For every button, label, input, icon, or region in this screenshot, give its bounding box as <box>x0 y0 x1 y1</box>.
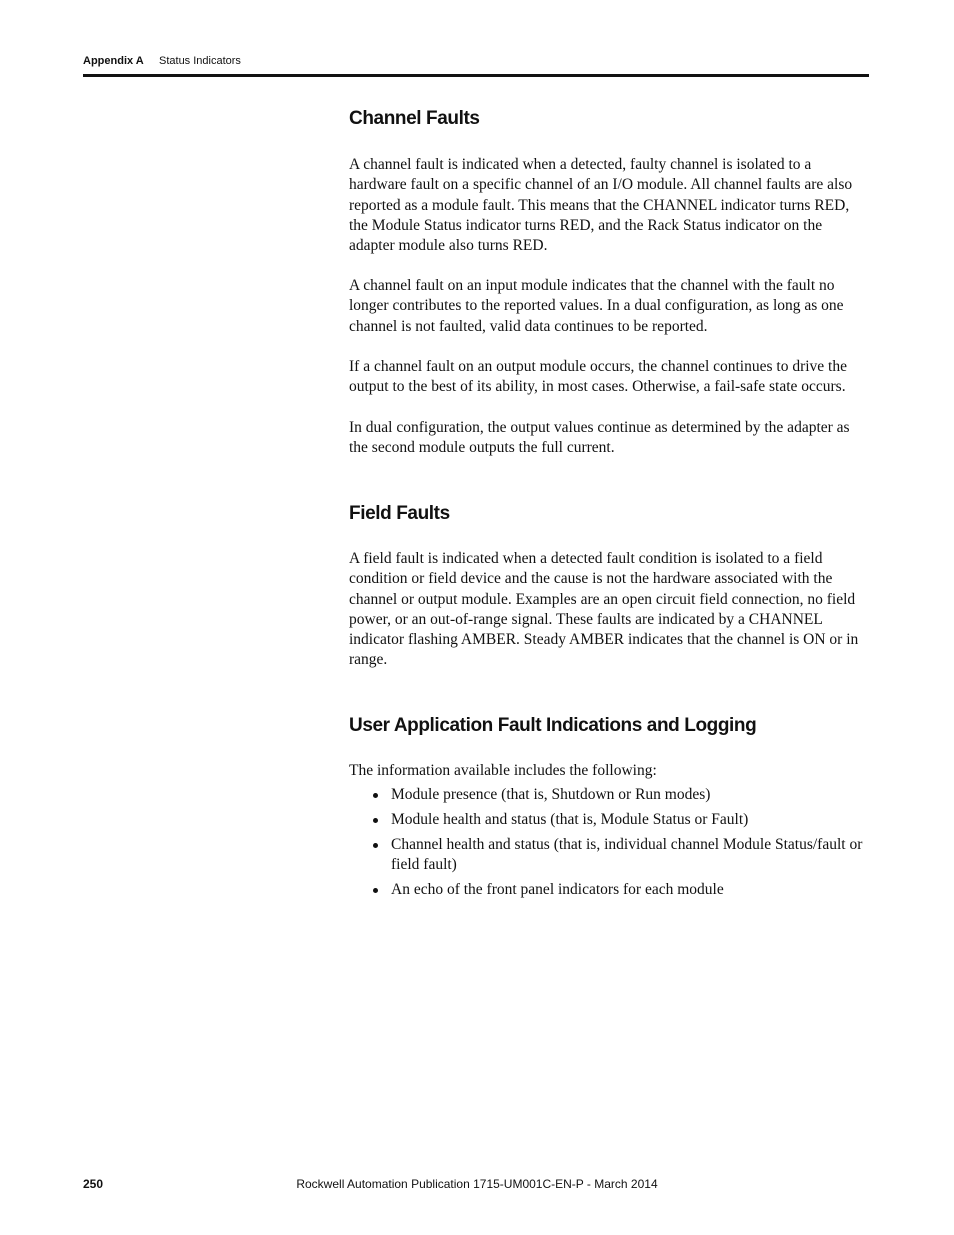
appendix-label: Appendix A <box>83 55 144 67</box>
field-faults-paragraph: A field fault is indicated when a detected fault condition is isolated to a field condition or field device and the cause is not the hardware associated with the channel or output module. Examples are an open circuit field connection, no field power, or an out-of-range signal. These faults are indicated by a CHANNEL indicator flashing AMBER. Steady AMBER indicates that the channel is ON or in range. <box>349 550 859 669</box>
bullet-icon <box>373 843 378 848</box>
section-title: Status Indicators <box>159 55 241 67</box>
list-item-text: Module presence (that is, Shutdown or Run modes) <box>391 786 711 803</box>
user-application-intro: The information available includes the following: <box>349 762 657 779</box>
bullet-icon <box>373 793 378 798</box>
channel-faults-paragraph: A channel fault is indicated when a detected, faulty channel is isolated to a hardware fault on a specific channel of an I/O module. All channel faults are also reported as a module fault. This means that the CHANNEL indicator turns RED, the Module Status indicator turns RED, and the Rack Status indicator on the adapter module also turns RED. <box>349 156 853 255</box>
list-item <box>349 880 869 900</box>
channel-faults-paragraph: If a channel fault on an output module occurs, the channel continues to drive the output to the best of its ability, in most cases. Otherwise, a fail-safe state occurs. <box>349 358 847 396</box>
user-application-heading: User Application Fault Indications and Logging <box>349 715 757 736</box>
list-item <box>349 785 869 805</box>
bullet-icon <box>373 818 378 823</box>
bullet-icon <box>373 888 378 893</box>
list-item-text: An echo of the front panel indicators for each module <box>391 881 724 899</box>
list-item <box>349 835 869 876</box>
channel-faults-paragraph: A channel fault on an input module indicates that the channel with the fault no longer contributes to the reported values. In a dual configuration, as long as one channel is not faulted, valid data continues to be reported. <box>349 277 844 335</box>
running-header <box>83 54 241 68</box>
information-bullet-list <box>349 785 869 905</box>
header-rule <box>83 74 869 77</box>
publication-footer: Rockwell Automation Publication 1715-UM001C-EN-P - March 2014 <box>296 1177 658 1191</box>
page-number: 250 <box>83 1177 104 1191</box>
list-item-text: Module health and status (that is, Module Status or Fault) <box>391 810 749 828</box>
channel-faults-paragraph: In dual configuration, the output values continue as determined by the adapter as the second module outputs the full current. <box>349 419 850 457</box>
field-faults-heading: Field Faults <box>349 503 450 524</box>
channel-faults-heading: Channel Faults <box>349 108 480 129</box>
list-item <box>349 810 869 830</box>
list-item-text: Channel health and status (that is, individual channel Module Status/fault or field fault) <box>391 835 863 874</box>
